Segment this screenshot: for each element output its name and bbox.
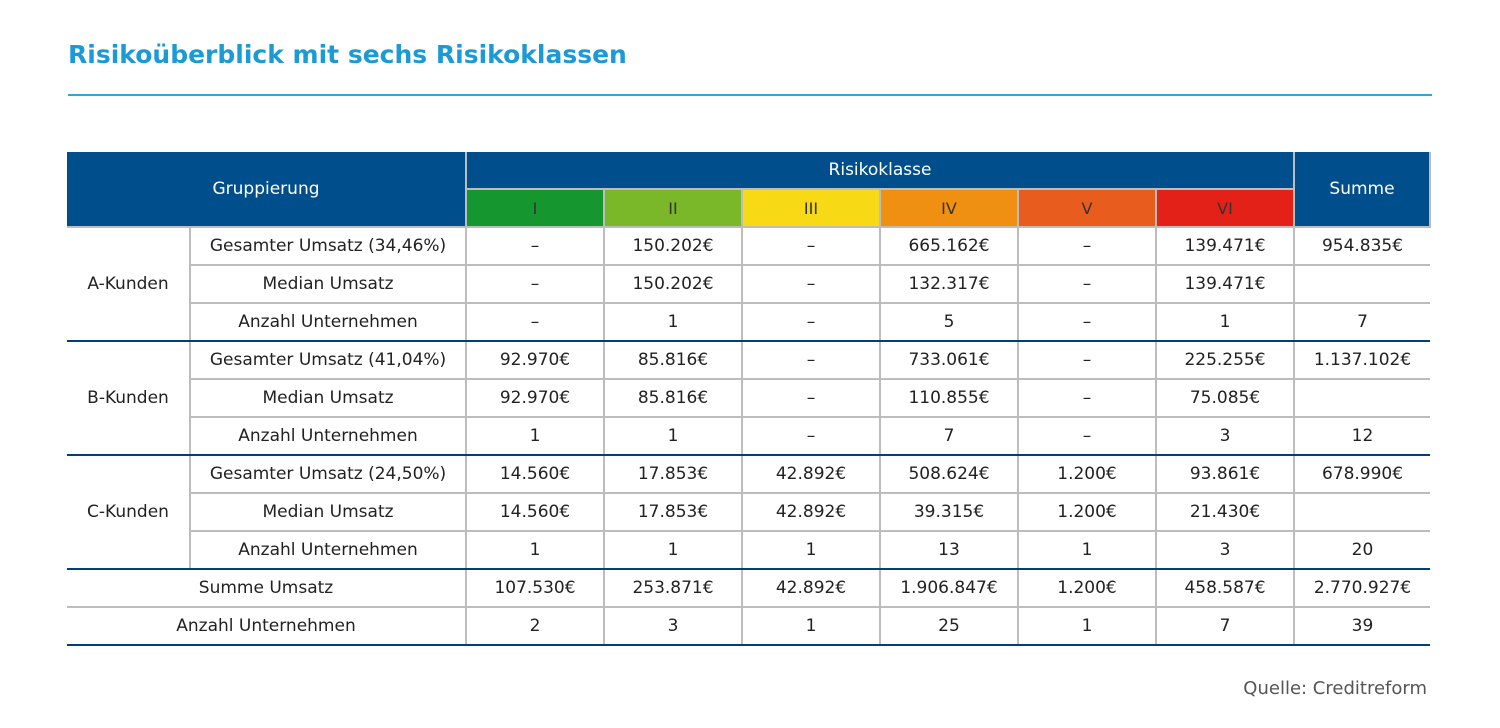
header-grouping: Gruppierung	[67, 152, 466, 227]
sum-cell: 20	[1294, 531, 1430, 569]
table-cell: 665.162€	[880, 227, 1018, 265]
table-cell: 1	[742, 531, 880, 569]
sum-cell: 12	[1294, 417, 1430, 455]
table-cell: 1	[466, 531, 604, 569]
sum-cell: 1.137.102€	[1294, 341, 1430, 379]
table-row	[67, 531, 1430, 569]
row-label: Median Umsatz	[190, 379, 466, 417]
table-cell: 7	[880, 417, 1018, 455]
row-label: Gesamter Umsatz (41,04%)	[190, 341, 466, 379]
table-cell: 13	[880, 531, 1018, 569]
table-cell: 42.892€	[742, 493, 880, 531]
table-cell: 1	[604, 531, 742, 569]
table-cell: 132.317€	[880, 265, 1018, 303]
totals-cell: 7	[1156, 607, 1294, 645]
table-cell: 75.085€	[1156, 379, 1294, 417]
table-cell: 139.471€	[1156, 227, 1294, 265]
sum-cell: 7	[1294, 303, 1430, 341]
table-cell: 1	[1018, 531, 1156, 569]
table-cell: 150.202€	[604, 265, 742, 303]
table-cell: –	[1018, 379, 1156, 417]
totals-label: Summe Umsatz	[67, 569, 466, 607]
table-row	[67, 417, 1430, 455]
table-cell: 17.853€	[604, 455, 742, 493]
totals-cell: 107.530€	[466, 569, 604, 607]
totals-sum-cell: 2.770.927€	[1294, 569, 1430, 607]
table-cell: –	[1018, 341, 1156, 379]
header-sum: Summe	[1294, 152, 1430, 227]
table-cell: 508.624€	[880, 455, 1018, 493]
row-label: Median Umsatz	[190, 493, 466, 531]
table-cell: –	[742, 265, 880, 303]
group-label: A-Kunden	[67, 227, 190, 341]
table-cell: 92.970€	[466, 379, 604, 417]
table-cell: 85.816€	[604, 341, 742, 379]
row-label: Median Umsatz	[190, 265, 466, 303]
row-label: Anzahl Unternehmen	[190, 303, 466, 341]
table-cell: –	[466, 303, 604, 341]
table-cell: 93.861€	[1156, 455, 1294, 493]
header-class-IV: IV	[880, 189, 1018, 227]
table-cell: –	[1018, 227, 1156, 265]
row-label: Anzahl Unternehmen	[190, 417, 466, 455]
header-class-I: I	[466, 189, 604, 227]
table-cell: 42.892€	[742, 455, 880, 493]
sum-cell	[1294, 265, 1430, 303]
totals-row	[67, 607, 1430, 645]
table-cell: 3	[1156, 417, 1294, 455]
table-cell: –	[1018, 303, 1156, 341]
table-cell: 225.255€	[1156, 341, 1294, 379]
table-cell: –	[1018, 417, 1156, 455]
table-row	[67, 303, 1430, 341]
table-cell: 14.560€	[466, 493, 604, 531]
table-cell: 1	[604, 303, 742, 341]
sum-cell	[1294, 493, 1430, 531]
table-cell: –	[742, 227, 880, 265]
header-class-VI: VI	[1156, 189, 1294, 227]
table-cell: 3	[1156, 531, 1294, 569]
row-label: Gesamter Umsatz (34,46%)	[190, 227, 466, 265]
table-cell: 92.970€	[466, 341, 604, 379]
table-cell: 1	[466, 417, 604, 455]
totals-cell: 253.871€	[604, 569, 742, 607]
totals-row	[67, 569, 1430, 607]
totals-cell: 42.892€	[742, 569, 880, 607]
table-cell: –	[1018, 265, 1156, 303]
header-class-V: V	[1018, 189, 1156, 227]
totals-cell: 1	[742, 607, 880, 645]
page-title: Risikoüberblick mit sechs Risikoklassen	[68, 40, 627, 69]
header-class-III: III	[742, 189, 880, 227]
table-row	[67, 455, 1430, 493]
table-cell: 21.430€	[1156, 493, 1294, 531]
table-cell: –	[742, 417, 880, 455]
totals-cell: 3	[604, 607, 742, 645]
table-row	[67, 493, 1430, 531]
row-label: Gesamter Umsatz (24,50%)	[190, 455, 466, 493]
table-cell: 14.560€	[466, 455, 604, 493]
table-cell: –	[742, 379, 880, 417]
table-cell: 110.855€	[880, 379, 1018, 417]
sum-cell: 678.990€	[1294, 455, 1430, 493]
table-cell: 1.200€	[1018, 493, 1156, 531]
table-cell: –	[742, 303, 880, 341]
table-row	[67, 341, 1430, 379]
table-cell: –	[466, 265, 604, 303]
table-cell: 17.853€	[604, 493, 742, 531]
table-cell: 1.200€	[1018, 455, 1156, 493]
table-cell: 1	[1156, 303, 1294, 341]
table-row	[67, 265, 1430, 303]
group-label: C-Kunden	[67, 455, 190, 569]
header-risk-class: Risikoklasse	[466, 152, 1294, 189]
risk-table	[67, 152, 1431, 646]
totals-cell: 25	[880, 607, 1018, 645]
table-cell: –	[742, 341, 880, 379]
sum-cell: 954.835€	[1294, 227, 1430, 265]
table-cell: 150.202€	[604, 227, 742, 265]
totals-label: Anzahl Unternehmen	[67, 607, 466, 645]
title-divider	[68, 94, 1432, 96]
totals-cell: 1.906.847€	[880, 569, 1018, 607]
table-cell: 139.471€	[1156, 265, 1294, 303]
table-cell: –	[466, 227, 604, 265]
row-label: Anzahl Unternehmen	[190, 531, 466, 569]
source-note: Quelle: Creditreform	[1243, 678, 1427, 699]
table-row	[67, 227, 1430, 265]
group-label: B-Kunden	[67, 341, 190, 455]
header-class-II: II	[604, 189, 742, 227]
table-cell: 1	[604, 417, 742, 455]
table-cell: 85.816€	[604, 379, 742, 417]
totals-sum-cell: 39	[1294, 607, 1430, 645]
totals-cell: 2	[466, 607, 604, 645]
table-cell: 39.315€	[880, 493, 1018, 531]
totals-cell: 458.587€	[1156, 569, 1294, 607]
table-row	[67, 379, 1430, 417]
table-cell: 733.061€	[880, 341, 1018, 379]
totals-cell: 1.200€	[1018, 569, 1156, 607]
table-cell: 5	[880, 303, 1018, 341]
sum-cell	[1294, 379, 1430, 417]
totals-cell: 1	[1018, 607, 1156, 645]
